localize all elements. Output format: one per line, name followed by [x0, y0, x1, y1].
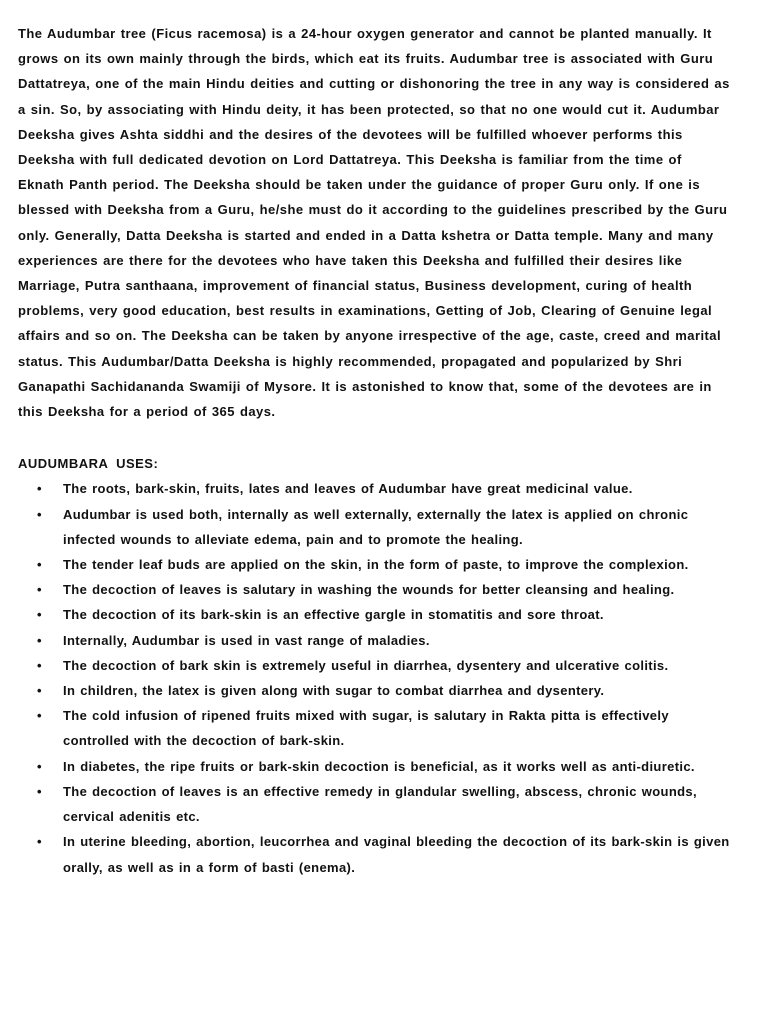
list-item-text: The cold infusion of ripened fruits mixed with sugar, is salutary in Rakta pitta is effectively controlled with the decoction of bark-skin.: [63, 708, 669, 749]
list-item: [18, 628, 730, 653]
list-item: [18, 476, 730, 501]
list-item: [18, 552, 730, 577]
uses-list: [18, 476, 730, 879]
document-page: [18, 21, 730, 880]
list-item: [18, 703, 730, 753]
list-item: [18, 754, 730, 779]
bullet-icon: •: [37, 632, 42, 648]
list-item: [18, 678, 730, 703]
list-item: [18, 502, 730, 552]
bullet-icon: •: [37, 708, 42, 724]
list-item-text: In uterine bleeding, abortion, leucorrhea and vaginal bleeding the decoction of its bark-skin is given orally, as well as in a form of basti (enema).: [63, 834, 730, 875]
list-item-text: The decoction of bark skin is extremely useful in diarrhea, dysentery and ulcerative colitis.: [63, 657, 669, 673]
list-item-text: In diabetes, the ripe fruits or bark-skin decoction is beneficial, as it works well as anti-diuretic.: [63, 758, 695, 774]
intro-paragraph: The Audumbar tree (Ficus racemosa) is a 24-hour oxygen generator and cannot be planted manually. It grows on its own mainly through the birds, which eat its fruits. Audumbar tree is associated with Guru Dattatreya, one of the main Hindu deities and cutting or dishonoring the tree in any way is considered as a sin. So, by associating with Hindu deity, it has been protected, so that no one would cut it. Audumbar Deeksha gives Ashta siddhi and the desires of the devotees will be fulfilled whoever performs this Deeksha with full dedicated devotion on Lord Dattatreya. This Deeksha is familiar from the time of Eknath Panth period. The Deeksha should be taken under the guidance of proper Guru only. If one is blessed with Deeksha from a Guru, he/she must do it according to the guidelines prescribed by the Guru only. Generally, Datta Deeksha is started and ended in a Datta kshetra or Datta temple. Many and many experiences are there for the devotees who have taken this Deeksha and fulfilled their desires like Marriage, Putra santhaana, improvement of financial status, Business development, curing of health problems, very good education, best results in examinations, Getting of Job, Clearing of Genuine legal affairs and so on. The Deeksha can be taken by anyone irrespective of the age, caste, creed and marital status. This Audumbar/Datta Deeksha is highly recommended, propagated and popularized by Shri Ganapathi Sachidananda Swamiji of Mysore. It is astonished to know that, some of the devotees are in this Deeksha for a period of 365 days.: [18, 26, 730, 420]
bullet-icon: •: [37, 657, 42, 673]
bullet-icon: •: [37, 506, 42, 522]
list-item: [18, 779, 730, 829]
list-item-text: The decoction of its bark-skin is an effective gargle in stomatitis and sore throat.: [63, 607, 604, 623]
bullet-icon: •: [37, 607, 42, 623]
list-item-text: Internally, Audumbar is used in vast range of maladies.: [63, 632, 430, 648]
list-item: [18, 653, 730, 678]
list-item-text: The roots, bark-skin, fruits, lates and leaves of Audumbar have great medicinal value.: [63, 481, 633, 497]
list-item: [18, 829, 730, 879]
list-item: [18, 602, 730, 627]
list-item-text: The decoction of leaves is an effective remedy in glandular swelling, abscess, chronic wounds, cervical adenitis etc.: [63, 783, 697, 825]
list-item-text: In children, the latex is given along with sugar to combat diarrhea and dysentery.: [63, 683, 605, 699]
list-item-text: Audumbar is used both, internally as well externally, externally the latex is applied on chronic infected wounds to alleviate edema, pain and to promote the healing.: [63, 506, 689, 547]
bullet-icon: •: [37, 683, 42, 699]
list-item-text: The tender leaf buds are applied on the skin, in the form of paste, to improve the complexion.: [63, 557, 689, 573]
uses-heading: AUDUMBARA USES:: [18, 456, 159, 472]
bullet-icon: •: [37, 582, 42, 598]
bullet-icon: •: [37, 834, 42, 850]
list-item-text: The decoction of leaves is salutary in washing the wounds for better cleansing and healing.: [63, 582, 675, 598]
bullet-icon: •: [37, 481, 42, 497]
bullet-icon: •: [37, 758, 42, 774]
list-item: [18, 577, 730, 602]
bullet-icon: •: [37, 557, 42, 573]
bullet-icon: •: [37, 783, 42, 799]
